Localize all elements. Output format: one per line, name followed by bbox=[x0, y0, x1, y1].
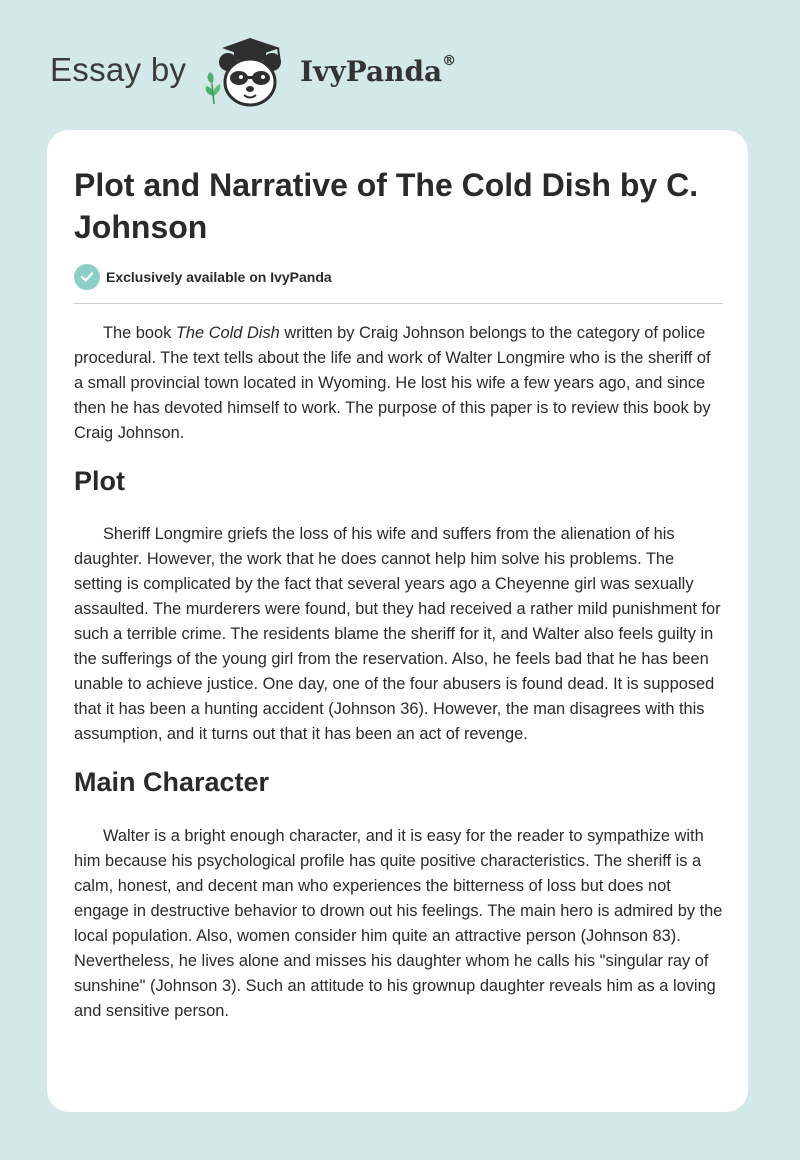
divider bbox=[74, 303, 723, 304]
exclusive-badge bbox=[74, 264, 332, 290]
book-title: The Cold Dish bbox=[175, 324, 280, 342]
section-heading-plot: Plot bbox=[74, 466, 125, 496]
site-header bbox=[0, 0, 800, 130]
check-icon bbox=[74, 264, 100, 290]
plot-paragraph: Sheriff Longmire griefs the loss of his wife and suffers from the alienation of his daughter. However, the work that he does cannot help him solve his problems. The setting is complicated by the fact that several years ago a Cheyenne girl was sexually assaulted. The murderers were found, but they had received a rather mild punishment for such a terrible crime. The residents blame the sheriff for it, and Walter also feels guilty in the sufferings of the young girl from the reservation. Also, he feels bad that he has been unable to achieve justice. One day, one of the four abusers is found dead. It is supposed that it has been a hunting accident (Johnson 36). However, the man disagrees with this assumption, and it turns out that it has been an act of revenge. bbox=[74, 525, 721, 743]
intro-text-end: written by Craig Johnson belongs to the category of police procedural. The text tells about the life and work of Walter Longmire who is the sheriff of a small provincial town located in Wyoming. He lost his wife a few years ago, and since then he has devoted himself to work. The purpose of this paper is to review this book by Craig Johnson. bbox=[74, 324, 711, 442]
exclusive-badge-label: Exclusively available on IvyPanda bbox=[106, 269, 332, 285]
registered-mark: ® bbox=[442, 53, 457, 69]
intro-paragraph bbox=[74, 321, 724, 446]
section-heading-main-character: Main Character bbox=[74, 767, 270, 797]
panda-logo-icon[interactable] bbox=[200, 34, 296, 110]
brand-name[interactable] bbox=[300, 55, 456, 88]
article-title: Plot and Narrative of The Cold Dish by C. Johnson bbox=[74, 167, 699, 245]
brand-text: IvyPanda bbox=[300, 55, 443, 88]
intro-text-start: The book bbox=[103, 324, 176, 342]
main-character-paragraph: Walter is a bright enough character, and it is easy for the reader to sympathize with him because his psychological profile has quite positive characteristics. The sheriff is a calm, honest, and decent man who experiences the bitterness of loss but does not engage in destructive behavior to drown out his feelings. The main hero is admired by the local population. Also, women consider him quite an attractive person (Johnson 83). Nevertheless, he lives alone and misses his daughter whom he calls his "singular ray of sunshine" (Johnson 3). Such an attitude to his grownup daughter reveals him as a loving and sensitive person. bbox=[74, 827, 723, 1020]
essay-by-label: Essay by bbox=[50, 51, 187, 88]
article-card bbox=[47, 130, 748, 1112]
